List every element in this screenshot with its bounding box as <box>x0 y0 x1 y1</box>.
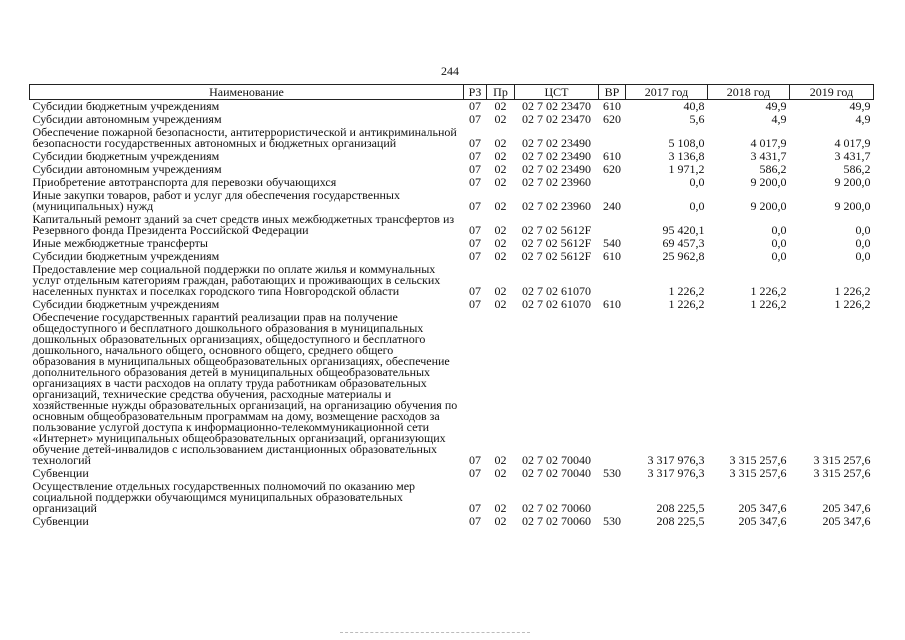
table-row <box>30 263 874 298</box>
table-row <box>30 163 874 176</box>
budget-table <box>29 84 874 528</box>
cell-vr: 610 <box>603 297 621 311</box>
cell-vr <box>599 176 626 189</box>
cell-pr: 02 <box>494 297 507 311</box>
col-header-2017: 2017 год <box>626 85 708 100</box>
cell-2017: 5,6 <box>689 112 705 126</box>
cell-2017: 1 226,2 <box>668 284 705 298</box>
cell-rz: 07 <box>469 149 481 163</box>
cell-rz: 07 <box>469 453 481 467</box>
cell-vr: 620 <box>603 112 621 126</box>
cell-2017: 208 225,5 <box>656 501 705 515</box>
cell-name: Субсидии бюджетным учреждениям <box>32 250 220 263</box>
cell-2019: 4,9 <box>855 112 871 126</box>
cell-name: Предоставление мер социальной поддержки по оплате жилья и коммунальных услуг отдельным категориям граждан, работающих и проживающих в сельских населенных пунктах и поселках городского типа Новгородской области <box>32 263 441 298</box>
table-row <box>30 298 874 311</box>
table-row <box>30 189 874 213</box>
col-header-pr: Пр <box>487 85 515 100</box>
cell-name: Субвенции <box>32 467 89 480</box>
cell-cst: 02 7 02 23490 <box>522 149 591 163</box>
cell-2019: 205 347,6 <box>822 501 871 515</box>
cell-vr: 610 <box>603 149 621 163</box>
cell-pr: 02 <box>494 112 507 126</box>
cell-2019: 9 200,0 <box>834 199 871 213</box>
cell-cst: 02 7 02 70060 <box>522 514 591 528</box>
cell-2017: 40,8 <box>683 99 705 113</box>
cell-2017: 1 226,2 <box>668 297 705 311</box>
col-header-name: Наименование <box>30 85 464 100</box>
cell-cst: 02 7 02 61070 <box>522 297 591 311</box>
cell-2019: 3 431,7 <box>834 149 871 163</box>
cell-2017: 208 225,5 <box>656 514 705 528</box>
table-row <box>30 213 874 237</box>
cell-name: Субсидии бюджетным учреждениям <box>32 298 220 311</box>
cell-cst: 02 7 02 23960 <box>522 175 591 189</box>
cell-cst: 02 7 02 70040 <box>522 466 591 480</box>
cell-2018: 4 017,9 <box>750 136 787 150</box>
cell-2019: 586,2 <box>843 162 871 176</box>
cell-vr: 610 <box>603 249 621 263</box>
cell-rz: 07 <box>469 284 481 298</box>
cell-2019: 0,0 <box>855 236 871 250</box>
cell-pr: 02 <box>494 236 507 250</box>
cell-2018: 0,0 <box>771 249 787 263</box>
cell-2019: 0,0 <box>855 223 871 237</box>
cell-rz: 07 <box>469 175 481 189</box>
cell-pr: 02 <box>494 149 507 163</box>
cell-2018: 3 315 257,6 <box>729 453 787 467</box>
cell-rz: 07 <box>469 514 481 528</box>
cell-2018: 586,2 <box>759 162 787 176</box>
cell-2018: 0,0 <box>771 223 787 237</box>
table-row <box>30 126 874 150</box>
cell-2019: 1 226,2 <box>834 284 871 298</box>
cell-2018: 4,9 <box>771 112 787 126</box>
footer-divider <box>340 632 530 633</box>
col-header-vr: ВР <box>599 85 626 100</box>
cell-vr: 240 <box>603 199 621 213</box>
cell-vr: 530 <box>603 466 621 480</box>
cell-2017: 3 317 976,3 <box>647 466 705 480</box>
cell-name: Субсидии автономным учреждениям <box>32 163 222 176</box>
cell-vr <box>599 213 626 237</box>
table-row <box>30 100 874 114</box>
cell-pr: 02 <box>494 162 507 176</box>
cell-2017: 5 108,0 <box>668 136 705 150</box>
cell-2019: 1 226,2 <box>834 297 871 311</box>
cell-2018: 1 226,2 <box>750 297 787 311</box>
cell-pr: 02 <box>494 199 507 213</box>
cell-cst: 02 7 02 5612F <box>521 236 592 250</box>
cell-vr <box>599 126 626 150</box>
cell-rz: 07 <box>469 236 481 250</box>
cell-2017: 0,0 <box>689 175 705 189</box>
cell-2018: 0,0 <box>771 236 787 250</box>
cell-rz: 07 <box>469 112 481 126</box>
cell-pr: 02 <box>494 136 507 150</box>
cell-vr <box>599 480 626 515</box>
cell-vr <box>599 263 626 298</box>
cell-rz: 07 <box>469 223 481 237</box>
cell-cst: 02 7 02 23960 <box>522 199 591 213</box>
table-row <box>30 237 874 250</box>
table-row <box>30 176 874 189</box>
cell-cst: 02 7 02 23490 <box>522 162 591 176</box>
cell-name: Иные закупки товаров, работ и услуг для обеспечения государственных (муниципальных) нужд <box>32 189 400 213</box>
cell-2018: 3 315 257,6 <box>729 466 787 480</box>
cell-rz: 07 <box>469 501 481 515</box>
cell-2017: 0,0 <box>689 199 705 213</box>
cell-2018: 3 431,7 <box>750 149 787 163</box>
cell-2019: 3 315 257,6 <box>813 453 871 467</box>
cell-vr: 610 <box>603 99 621 113</box>
cell-name: Обеспечение пожарной безопасности, антитеррористической и антикриминальной безопасности государственных автономных и бюджетных организаций <box>32 126 457 150</box>
cell-rz: 07 <box>469 466 481 480</box>
cell-vr: 540 <box>603 236 621 250</box>
col-header-2019: 2019 год <box>790 85 874 100</box>
cell-name: Субсидии бюджетным учреждениям <box>32 150 220 163</box>
cell-2019: 3 315 257,6 <box>813 466 871 480</box>
cell-cst: 02 7 02 70040 <box>522 453 591 467</box>
cell-rz: 07 <box>469 99 481 113</box>
cell-2018: 49,9 <box>765 99 787 113</box>
cell-cst: 02 7 02 70060 <box>522 501 591 515</box>
col-header-rz: РЗ <box>464 85 487 100</box>
cell-name: Субвенции <box>32 515 89 528</box>
cell-name: Субсидии бюджетным учреждениям <box>32 99 220 113</box>
cell-2018: 9 200,0 <box>750 175 787 189</box>
table-row <box>30 467 874 480</box>
cell-cst: 02 7 02 23490 <box>522 136 591 150</box>
cell-name: Осуществление отдельных государственных полномочий по оказанию мер социальной поддержки обучающимся муниципальных образовательных организаций <box>32 480 416 515</box>
cell-2019: 4 017,9 <box>834 136 871 150</box>
table-row <box>30 150 874 163</box>
cell-2019: 49,9 <box>849 99 871 113</box>
cell-2017: 3 317 976,3 <box>647 453 705 467</box>
cell-vr: 620 <box>603 162 621 176</box>
cell-2017: 69 457,3 <box>662 236 705 250</box>
cell-pr: 02 <box>494 501 507 515</box>
cell-name: Обеспечение государственных гарантий реализации прав на получение общедоступного и бесплатного дошкольного образования в муниципальных дошкольных образовательных организациях, общедоступного и бесплатного дошкольного, начального общего, основного общего, среднего общего образования в муниципальных общеобразовательных организациях, обеспечение дополнительного образования детей в муниципальных общеобразовательных организациях в части расходов на оплату труда работникам образовательных организаций, технические средства обучения, расходные материалы и хозяйственные нужды образовательных организаций, на организацию обучения по основным общеобразовательным программам на дому, возмещение расходов за пользование услугой доступа к информационно-телекоммуникационной сети «Интернет» муниципальных общеобразовательных организаций, организующих обучение детей-инвалидов с использованием дистанционных образовательных технологий <box>32 311 458 467</box>
cell-2019: 0,0 <box>855 249 871 263</box>
cell-cst: 02 7 02 23470 <box>522 99 591 113</box>
cell-pr: 02 <box>494 223 507 237</box>
cell-2017: 25 962,8 <box>662 249 705 263</box>
cell-2019: 9 200,0 <box>834 175 871 189</box>
cell-vr: 530 <box>603 514 621 528</box>
table-row <box>30 113 874 126</box>
table-row <box>30 515 874 528</box>
cell-name: Иные межбюджетные трансферты <box>32 237 208 250</box>
cell-rz: 07 <box>469 136 481 150</box>
table-row <box>30 250 874 263</box>
header-row <box>30 85 874 100</box>
page-number: 244 <box>441 64 459 78</box>
cell-name: Приобретение автотранспорта для перевозки обучающихся <box>32 176 337 189</box>
cell-rz: 07 <box>469 199 481 213</box>
col-header-cst: ЦСТ <box>515 85 599 100</box>
cell-pr: 02 <box>494 175 507 189</box>
cell-vr <box>599 311 626 467</box>
table-body <box>30 100 874 529</box>
cell-pr: 02 <box>494 99 507 113</box>
cell-pr: 02 <box>494 249 507 263</box>
cell-rz: 07 <box>469 249 481 263</box>
cell-2018: 205 347,6 <box>738 501 787 515</box>
cell-name: Субсидии автономным учреждениям <box>32 113 222 126</box>
table-row <box>30 480 874 515</box>
cell-rz: 07 <box>469 297 481 311</box>
cell-name: Капитальный ремонт зданий за счет средств иных межбюджетных трансфертов из Резервного фонда Президента Российской Федерации <box>32 213 455 237</box>
cell-2017: 3 136,8 <box>668 149 705 163</box>
cell-cst: 02 7 02 61070 <box>522 284 591 298</box>
cell-cst: 02 7 02 23470 <box>522 112 591 126</box>
cell-rz: 07 <box>469 162 481 176</box>
cell-pr: 02 <box>494 284 507 298</box>
cell-pr: 02 <box>494 453 507 467</box>
cell-2017: 95 420,1 <box>662 223 705 237</box>
col-header-2018: 2018 год <box>708 85 790 100</box>
table-row <box>30 311 874 467</box>
cell-2018: 1 226,2 <box>750 284 787 298</box>
cell-pr: 02 <box>494 466 507 480</box>
cell-2019: 205 347,6 <box>822 514 871 528</box>
cell-2017: 1 971,2 <box>668 162 705 176</box>
cell-2018: 205 347,6 <box>738 514 787 528</box>
cell-cst: 02 7 02 5612F <box>521 223 592 237</box>
cell-pr: 02 <box>494 514 507 528</box>
cell-2018: 9 200,0 <box>750 199 787 213</box>
cell-cst: 02 7 02 5612F <box>521 249 592 263</box>
